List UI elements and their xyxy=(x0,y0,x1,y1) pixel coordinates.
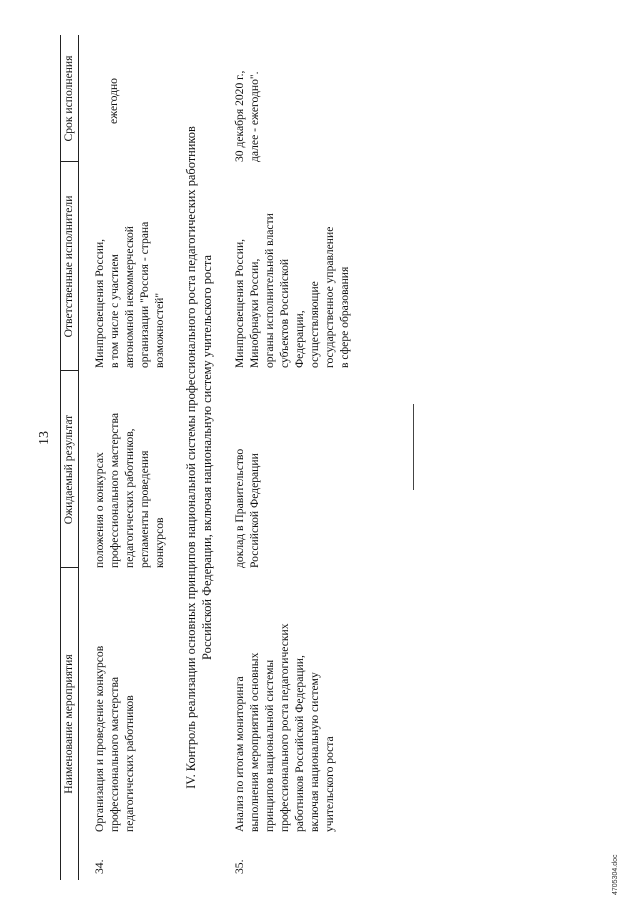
header-responsible: Ответственные исполнители xyxy=(62,195,75,338)
section-heading-line-2: Российской Федерации, включая национальную систему учительского роста xyxy=(200,255,214,660)
header-result: Ожидаемый результат xyxy=(62,414,75,525)
page-number: 13 xyxy=(37,431,52,445)
row-34-deadline: ежегодно xyxy=(107,78,120,124)
row-34-number: 34. xyxy=(93,859,106,874)
row-35-number: 35. xyxy=(233,859,246,874)
header-bottom-rule xyxy=(78,35,79,880)
header-deadline: Срок исполнения xyxy=(62,55,75,142)
row-34-name: Организация и проведение конкурсов профессионального мастерства педагогических работников xyxy=(93,645,136,832)
row-34-responsible: Минпросвещения России, в том числе с участием автономной некоммерческой организации "Россия - страна возможностей" xyxy=(93,221,166,368)
row-35-result: доклад в Правительство Российской Федерации xyxy=(233,448,261,568)
row-35-deadline: 30 декабря 2020 г., далее - ежегодно". xyxy=(233,70,261,162)
row-35-name: Анализ по итогам мониторинга выполнения мероприятий основных принципов национальной системы профессионального роста педагогических работников Российской Федерации, включая национальную систему учительского роста xyxy=(233,623,336,832)
header-name: Наименование мероприятия xyxy=(62,654,75,794)
section-heading-line-1: IV. Контроль реализации основных принципов национальной системы профессионального роста педагогических работников xyxy=(184,126,198,789)
row-34-result: положения о конкурсах профессионального мастерства педагогических работников, регламенты проведения конкурсов xyxy=(93,413,166,568)
row-35-responsible: Минпросвещения России, Минобрнауки России, органы исполнительной власти субъектов Российской Федерации, осуществляющие государственное управление в сфере образования xyxy=(233,213,351,368)
closing-rule xyxy=(413,404,414,490)
rotated-table-sheet xyxy=(60,35,600,880)
document-code: 4705304.doc xyxy=(612,854,619,895)
